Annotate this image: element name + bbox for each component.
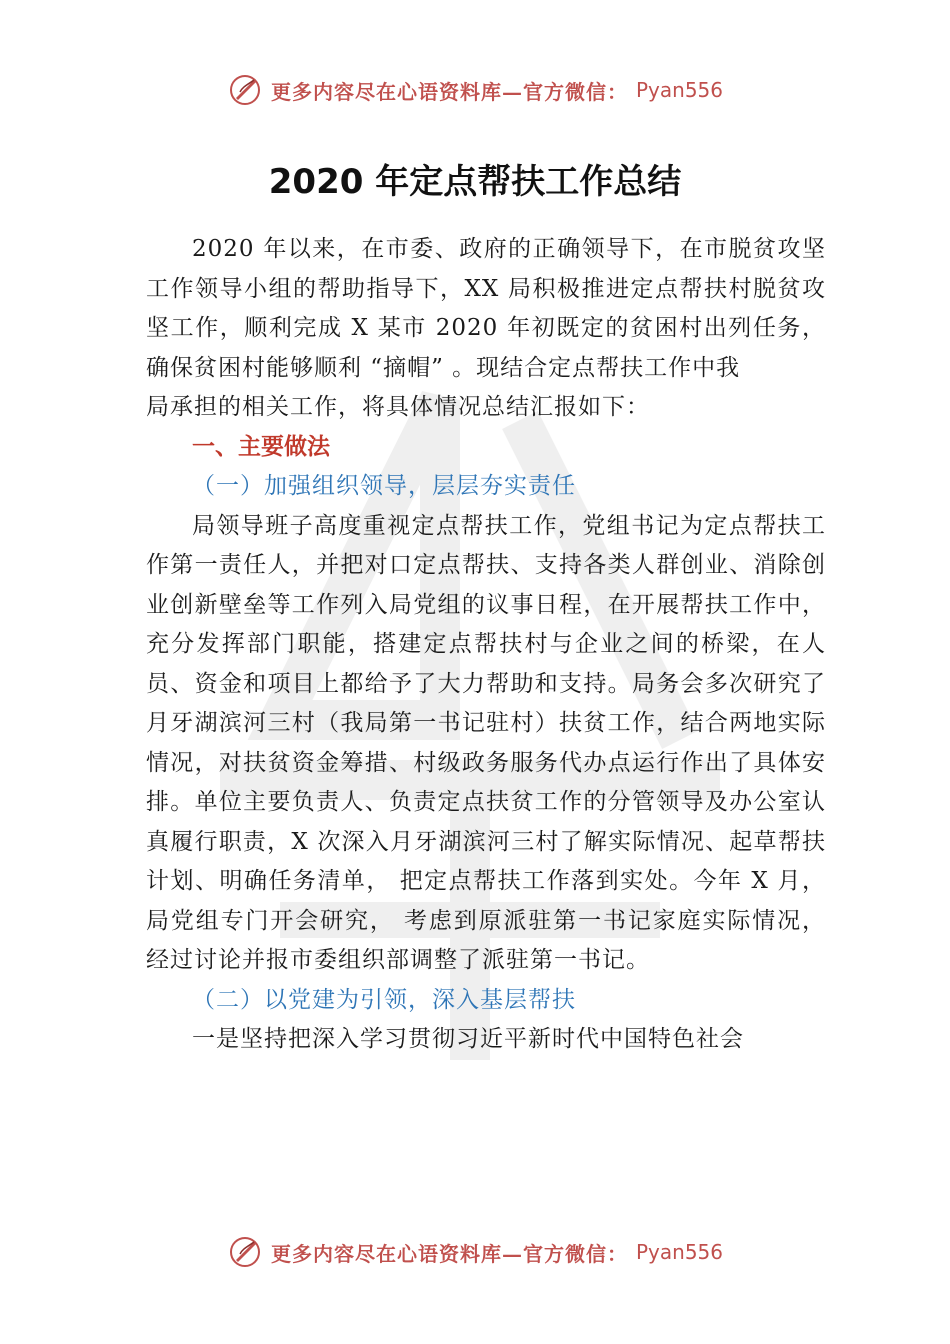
pen-quill-logo-icon xyxy=(227,1234,263,1270)
page-header-banner xyxy=(0,72,950,108)
intro-paragraph: 2020 年以来，在市委、政府的正确领导下，在市脱贫攻坚工作领导小组的帮助指导下，XX 局积极推进定点帮扶村脱贫攻坚工作，顺利完成 X 某市 2020 年初既定的贫困村出列任务，确保贫困村能够顺利 “摘帽” 。现结合定点帮扶工作中我 xyxy=(146,236,826,381)
header-banner-text: 更多内容尽在心语资料库—官方微信： xyxy=(270,79,628,104)
footer-wechat-id: Pyan556 xyxy=(635,1240,723,1264)
footer-banner-text: 更多内容尽在心语资料库—官方微信： xyxy=(270,1241,628,1266)
section-heading-main-practices: 一、主要做法 xyxy=(192,433,330,460)
header-wechat-id: Pyan556 xyxy=(635,78,723,102)
page-footer-banner xyxy=(0,1234,950,1270)
subsection-heading-party-building: （二）以党建为引领，深入基层帮扶 xyxy=(192,986,576,1013)
document-title: 2020 年定点帮扶工作总结 xyxy=(268,162,682,202)
subsection-party-building-body: 一是坚持把深入学习贯彻习近平新时代中国特色社会 xyxy=(192,1026,744,1052)
subsection-heading-organization: （一）加强组织领导，层层夯实责任 xyxy=(192,473,576,499)
subsection-organization-body: 局领导班子高度重视定点帮扶工作，党组书记为定点帮扶工作第一责任人，并把对口定点帮扶、支持各类人群创业、消除创业创新壁垒等工作列入局党组的议事日程，在开展帮扶工作中，充分发挥部门职能，搭建定点帮扶村与企业之间的桥梁，在人员、资金和项目上都给予了大力帮助和支持。局务会多次研究了月牙湖滨河三村（我局第一书记驻村）扶贫工作，结合两地实际情况，对扶贫资金筹措、村级政务服务代办点运行作出了具体安排。单位主要负责人、负责定点扶贫工作的分管领导及办公室认真履行职责，X 次深入月牙湖滨河三村了解实际情况、起草帮扶计划、明确任务清单， 把定点帮扶工作落到实处。今年 X 月，局党组专门开会研究， 考虑到原派驻第一书记家庭实际情况，经过讨论并报市委组织部调整了派驻第一书记。 xyxy=(146,512,826,973)
intro-paragraph-continued: 局承担的相关工作，将具体情况总结汇报如下： xyxy=(146,394,650,420)
pen-quill-logo-icon xyxy=(227,72,263,108)
document-body xyxy=(146,230,826,1060)
